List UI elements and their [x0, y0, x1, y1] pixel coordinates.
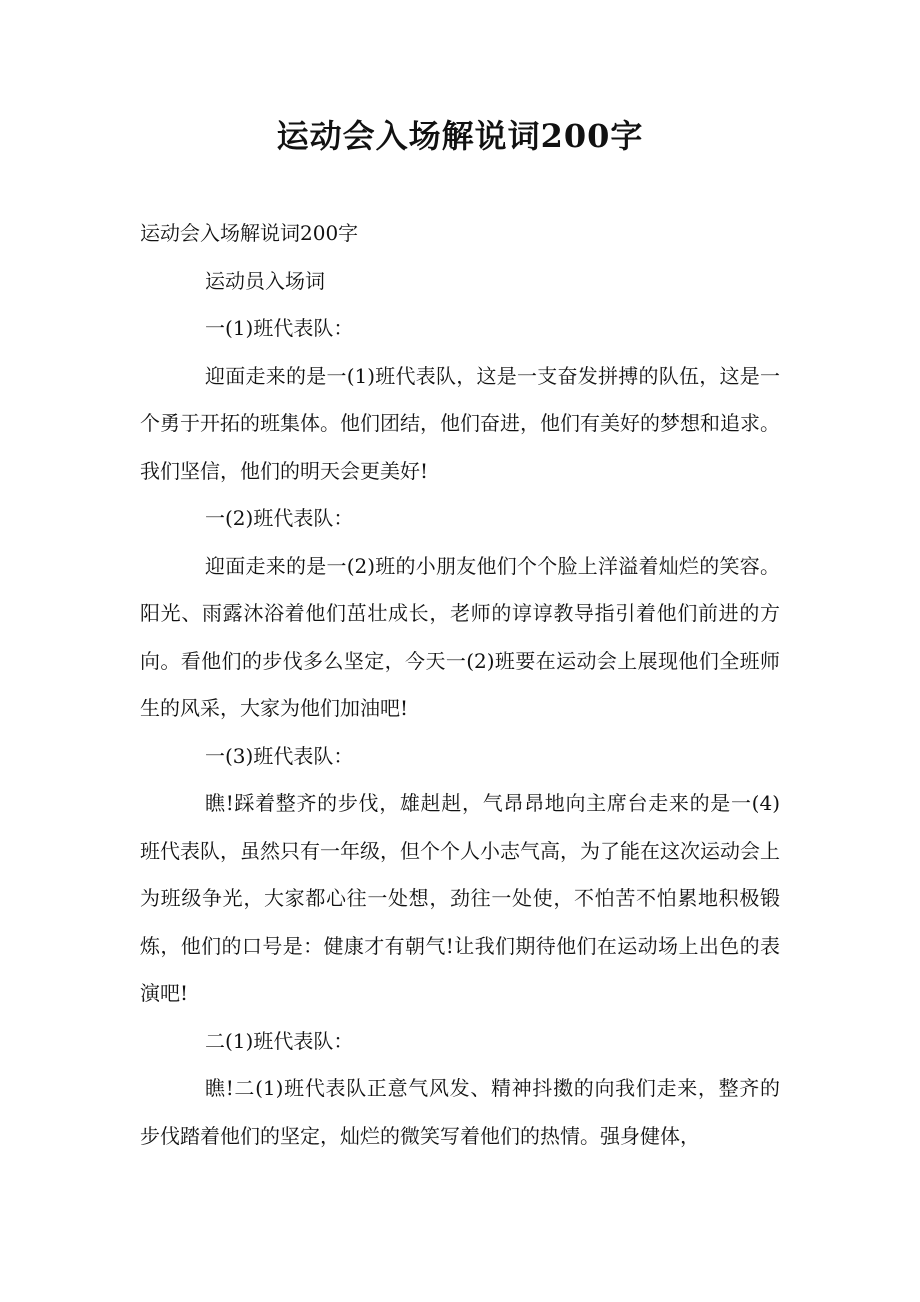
document-title: 运动会入场解说词200字	[276, 117, 644, 155]
paragraph: 迎面走来的是一(2)班的小朋友他们个个脸上洋溢着灿烂的笑容。阳光、雨露沐浴着他们茁壮成长，老师的谆谆教导指引着他们前进的方向。看他们的步伐多么坚定，今天一(2)班要在运动会上展现他们全班师生的风采，大家为他们加油吧!	[140, 553, 780, 720]
class-heading: 二(1)班代表队：	[205, 1028, 354, 1053]
class-heading: 一(2)班代表队：	[205, 506, 354, 530]
document-subtitle: 运动会入场解说词200字	[140, 221, 359, 245]
class-heading: 一(3)班代表队：	[205, 743, 354, 768]
paragraph: 瞧!二(1)班代表队正意气风发、精神抖擞的向我们走来，整齐的步伐踏着他们的坚定，灿烂的微笑写着他们的热情。强身健体，	[140, 1076, 780, 1148]
document-body	[140, 210, 780, 1160]
paragraph: 瞧!踩着整齐的步伐，雄赳赳，气昂昂地向主席台走来的是一(4)班代表队，虽然只有一年级，但个个人小志气高，为了能在这次运动会上为班级争光，大家都心往一处想，劲往一处使，不怕苦不怕累地积极锻炼，他们的口号是：健康才有朝气!让我们期待他们在运动场上出色的表演吧!	[140, 791, 780, 1005]
section-heading: 运动员入场词	[205, 268, 325, 293]
paragraph: 迎面走来的是一(1)班代表队，这是一支奋发拼搏的队伍，这是一个勇于开拓的班集体。他们团结，他们奋进，他们有美好的梦想和追求。我们坚信，他们的明天会更美好!	[140, 363, 780, 483]
class-heading: 一(1)班代表队：	[205, 316, 354, 340]
